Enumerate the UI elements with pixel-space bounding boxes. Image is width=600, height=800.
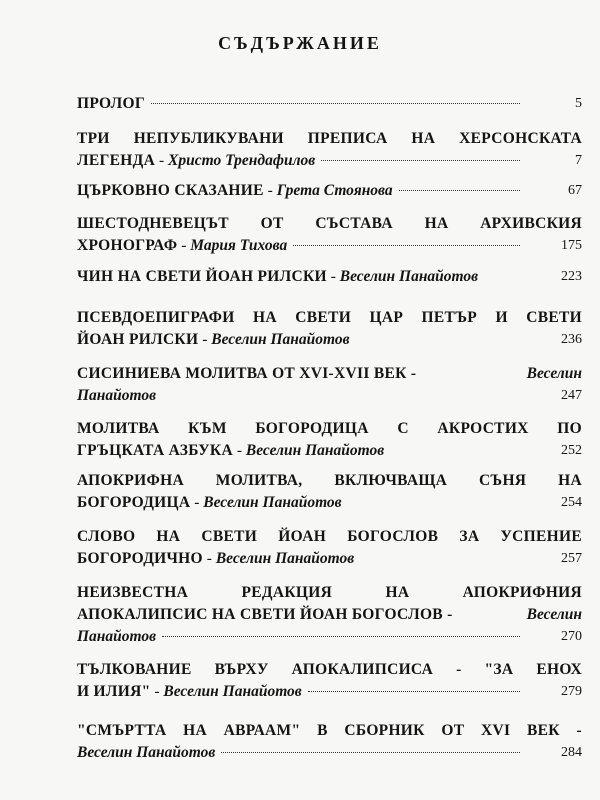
dot-leader — [162, 636, 520, 637]
page-title: СЪДЪРЖАНИЕ — [218, 33, 382, 53]
entry-author: Панайотов — [77, 628, 157, 645]
toc-entry: ЦЪРКОВНО СКАЗАНИЕ - Грета Стоянова 67 — [77, 180, 582, 202]
page-number: 7 — [575, 153, 582, 168]
entry-title: ЧИН НА СВЕТИ ЙОАН РИЛСКИ — [77, 268, 327, 285]
toc-entry: ТРИ НЕПУБЛИКУВАНИ ПРЕПИСА НА ХЕРСОНСКАТА ЛЕГЕНДА - Христо Трендафилов 7 — [77, 128, 582, 172]
entry-title: ЦЪРКОВНО СКАЗАНИЕ — [77, 182, 264, 199]
entry-author-first: Веселин — [526, 606, 582, 623]
dot-leader — [151, 103, 520, 104]
entry-title-line: НЕИЗВЕСТНА РЕДАКЦИЯ НА АПОКРИФНИЯ — [77, 584, 582, 601]
entry-title: ХРОНОГРАФ — [77, 237, 178, 254]
entry-author: Веселин Панайотов — [163, 683, 302, 700]
entry-author: Веселин Панайотов — [215, 550, 355, 567]
entry-title-line: МОЛИТВА КЪМ БОГОРОДИЦА С АКРОСТИХ ПО — [77, 420, 582, 437]
entry-author: Веселин Панайотов — [339, 268, 479, 285]
toc-entry-prologue — [77, 93, 582, 115]
dot-leader — [308, 691, 520, 692]
entry-title-line: ШЕСТОДНЕВЕЦЪТ ОТ СЪСТАВА НА АРХИВСКИЯ — [77, 215, 582, 232]
page-number: 67 — [568, 183, 582, 198]
toc-entry: СЛОВО НА СВЕТИ ЙОАН БОГОСЛОВ ЗА УСПЕНИЕ БОГОРОДИЧНО - Веселин Панайотов 257 — [77, 526, 582, 570]
page-number: 257 — [561, 551, 582, 566]
entry-title: АПОКАЛИПСИС НА СВЕТИ ЙОАН БОГОСЛОВ - — [77, 606, 453, 623]
toc-entry: ЧИН НА СВЕТИ ЙОАН РИЛСКИ - Веселин Панайотов 223 — [77, 266, 582, 288]
toc-entry — [77, 720, 582, 764]
toc-entry — [77, 363, 582, 407]
toc-entry — [77, 582, 582, 648]
entry-author: Веселин Панайотов — [211, 331, 350, 348]
page-number: 284 — [561, 745, 582, 760]
page-number: 236 — [561, 332, 582, 347]
entry-title: ГРЪЦКАТА АЗБУКА — [77, 442, 233, 459]
page-number: 223 — [561, 269, 582, 284]
toc-entry: АПОКРИФНА МОЛИТВА, ВКЛЮЧВАЩА СЪНЯ НА БОГОРОДИЦА - Веселин Панайотов 254 — [77, 470, 582, 514]
entry-title: СИСИНИЕВА МОЛИТВА ОТ XVI-XVII ВЕК - — [77, 365, 417, 382]
entry-author: Христо Трендафилов — [168, 152, 316, 169]
entry-title: ЙОАН РИЛСКИ — [77, 331, 199, 348]
entry-author: Веселин Панайотов — [77, 744, 216, 761]
entry-author: Веселин Панайотов — [245, 442, 385, 459]
entry-title-line: АПОКРИФНА МОЛИТВА, ВКЛЮЧВАЩА СЪНЯ НА — [77, 472, 582, 489]
entry-author: Грета Стоянова — [276, 182, 393, 199]
page-number: 175 — [561, 238, 582, 253]
toc-entry: МОЛИТВА КЪМ БОГОРОДИЦА С АКРОСТИХ ПО ГРЪЦКАТА АЗБУКА - Веселин Панайотов 252 — [77, 418, 582, 462]
page-number: 254 — [561, 495, 582, 510]
dot-leader — [293, 245, 520, 246]
toc-entry: ТЪЛКОВАНИЕ ВЪРХУ АПОКАЛИПСИСА - "ЗА ЕНОХ И ИЛИЯ" - Веселин Панайотов 279 — [77, 659, 582, 703]
entry-title: БОГОРОДИЧНО — [77, 550, 203, 567]
page-number: 247 — [561, 388, 582, 403]
page-number: 279 — [561, 684, 582, 699]
page-number: 252 — [561, 443, 582, 458]
entry-title: ЛЕГЕНДА — [77, 152, 156, 169]
entry-title: И ИЛИЯ" — [77, 683, 151, 700]
toc-entry: ШЕСТОДНЕВЕЦЪТ ОТ СЪСТАВА НА АРХИВСКИЯ ХРОНОГРАФ - Мария Тихова 175 — [77, 213, 582, 257]
entry-title: ПРОЛОГ — [77, 95, 145, 112]
entry-title-line: "СМЪРТТА НА АВРААМ" В СБОРНИК ОТ XVI ВЕК - — [77, 722, 582, 739]
entry-title: БОГОРОДИЦА — [77, 494, 191, 511]
entry-author: Веселин Панайотов — [203, 494, 342, 511]
page-number: 5 — [575, 96, 582, 111]
entry-author-first: Веселин — [526, 365, 582, 382]
entry-title-line: СЛОВО НА СВЕТИ ЙОАН БОГОСЛОВ ЗА УСПЕНИЕ — [77, 528, 582, 545]
entry-title-line: ТЪЛКОВАНИЕ ВЪРХУ АПОКАЛИПСИСА - "ЗА ЕНОХ — [77, 661, 582, 678]
entry-title-line: ПСЕВДОЕПИГРАФИ НА СВЕТИ ЦАР ПЕТЪР И СВЕТИ — [77, 309, 582, 326]
entry-author: Панайотов — [77, 387, 157, 404]
entry-author: Мария Тихова — [190, 237, 288, 254]
page-number: 270 — [561, 629, 582, 644]
dot-leader — [221, 752, 520, 753]
toc-entry: ПСЕВДОЕПИГРАФИ НА СВЕТИ ЦАР ПЕТЪР И СВЕТИ ЙОАН РИЛСКИ - Веселин Панайотов 236 — [77, 307, 582, 351]
dot-leader — [399, 190, 520, 191]
dot-leader — [321, 160, 520, 161]
entry-title-line: ТРИ НЕПУБЛИКУВАНИ ПРЕПИСА НА ХЕРСОНСКАТА — [77, 130, 582, 147]
